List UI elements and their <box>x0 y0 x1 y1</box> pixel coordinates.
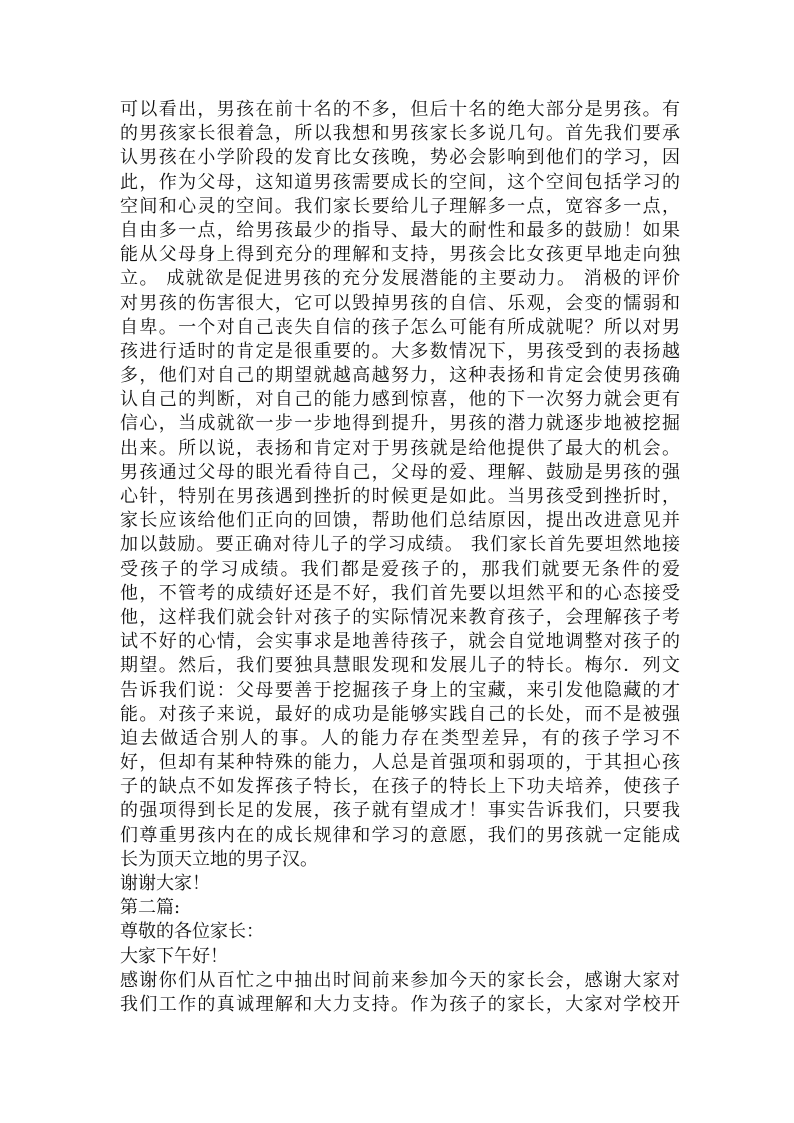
text-line: 期望。然后，我们要独具慧眼发现和发展儿子的特长。梅尔．列文 <box>120 655 680 677</box>
salutation: 尊敬的各位家长： <box>120 921 264 943</box>
text-line: 家长应该给他们正向的回馈，帮助他们总结原因，提出改进意见并 <box>120 510 680 532</box>
text-line: 立。 成就欲是促进男孩的充分发展潜能的主要动力。 消极的评价 <box>120 268 680 290</box>
text-line: 此，作为父母，这知道男孩需要成长的空间，这个空间包括学习的 <box>120 171 680 193</box>
text-line: 可以看出，男孩在前十名的不多，但后十名的绝大部分是男孩。有 <box>120 99 680 120</box>
text-line: 他，这样我们就会针对孩子的实际情况来教育孩子，会理解孩子考 <box>120 606 680 628</box>
text-line: 我们工作的真诚理解和大力支持。作为孩子的家长，大家对学校开 <box>120 993 680 1015</box>
text-line: 多，他们对自己的期望就越高越努力，这种表扬和肯定会使男孩确 <box>120 365 680 387</box>
text-line: 加以鼓励。要正确对待儿子的学习成绩。 我们家长首先要坦然地接 <box>120 534 680 556</box>
greeting: 大家下午好！ <box>120 945 228 967</box>
text-line: 孩进行适时的肯定是很重要的。大多数情况下，男孩受到的表扬越 <box>120 340 680 362</box>
document-page <box>120 98 680 1017</box>
text-line: 能。对孩子来说，最好的成功是能够实践自己的长处，而不是被强 <box>120 703 680 725</box>
section-heading: 第二篇: <box>120 897 181 919</box>
text-line: 空间和心灵的空间。我们家长要给儿子理解多一点，宽容多一点， <box>120 195 680 217</box>
text-line: 自由多一点，给男孩最少的指导、最大的耐性和最多的鼓励！如果 <box>120 219 680 241</box>
text-line: 能从父母身上得到充分的理解和支持，男孩会比女孩更早地走向独 <box>120 244 680 266</box>
text-line: 心针，特别在男孩遇到挫折的时候更是如此。当男孩受到挫折时， <box>120 486 680 507</box>
text-line: 男孩通过父母的眼光看待自己，父母的爱、理解、鼓励是男孩的强 <box>120 461 680 483</box>
text-line: 好，但却有某种特殊的能力，人总是首强项和弱项的，于其担心孩 <box>120 752 680 774</box>
text-line: 子的缺点不如发挥孩子特长，在孩子的特长上下功夫培养，使孩子 <box>120 776 680 798</box>
text-line: 自卑。一个对自己丧失自信的孩子怎么可能有所成就呢？所以对男 <box>120 316 680 338</box>
text-line: 试不好的心情，会实事求是地善待孩子，就会自觉地调整对孩子的 <box>120 631 680 653</box>
text-line: 长为顶天立地的男子汉。 <box>120 848 318 870</box>
text-line: 他，不管考的成绩好还是不好，我们首先要以坦然平和的心态接受 <box>120 582 680 604</box>
text-line: 对男孩的伤害很大，它可以毁掉男孩的自信、乐观，会变的懦弱和 <box>120 292 680 314</box>
thanks-line: 谢谢大家！ <box>120 873 210 894</box>
text-line: 信心，当成就欲一步一步地得到提升，男孩的潜力就逐步地被挖掘 <box>120 413 680 435</box>
text-line: 告诉我们说：父母要善于挖掘孩子身上的宝藏，来引发他隐藏的才 <box>120 679 680 701</box>
text-line: 出来。所以说，表扬和肯定对于男孩就是给他提供了最大的机会。 <box>120 437 680 459</box>
text-line: 受孩子的学习成绩。我们都是爱孩子的，那我们就要无条件的爱 <box>120 558 680 580</box>
text-line: 迫去做适合别人的事。人的能力存在类型差异，有的孩子学习不 <box>120 727 680 749</box>
text-line: 的男孩家长很着急，所以我想和男孩家长多说几句。首先我们要承 <box>120 123 680 145</box>
text-line: 认自己的判断，对自己的能力感到惊喜，他的下一次努力就会更有 <box>120 389 680 411</box>
text-line: 认男孩在小学阶段的发育比女孩晚，势必会影响到他们的学习，因 <box>120 147 680 169</box>
text-line: 的强项得到长足的发展，孩子就有望成才！事实告诉我们，只要我 <box>120 800 680 822</box>
text-line: 们尊重男孩内在的成长规律和学习的意愿，我们的男孩就一定能成 <box>120 824 680 846</box>
text-line: 感谢你们从百忙之中抽出时间前来参加今天的家长会，感谢大家对 <box>120 969 680 991</box>
